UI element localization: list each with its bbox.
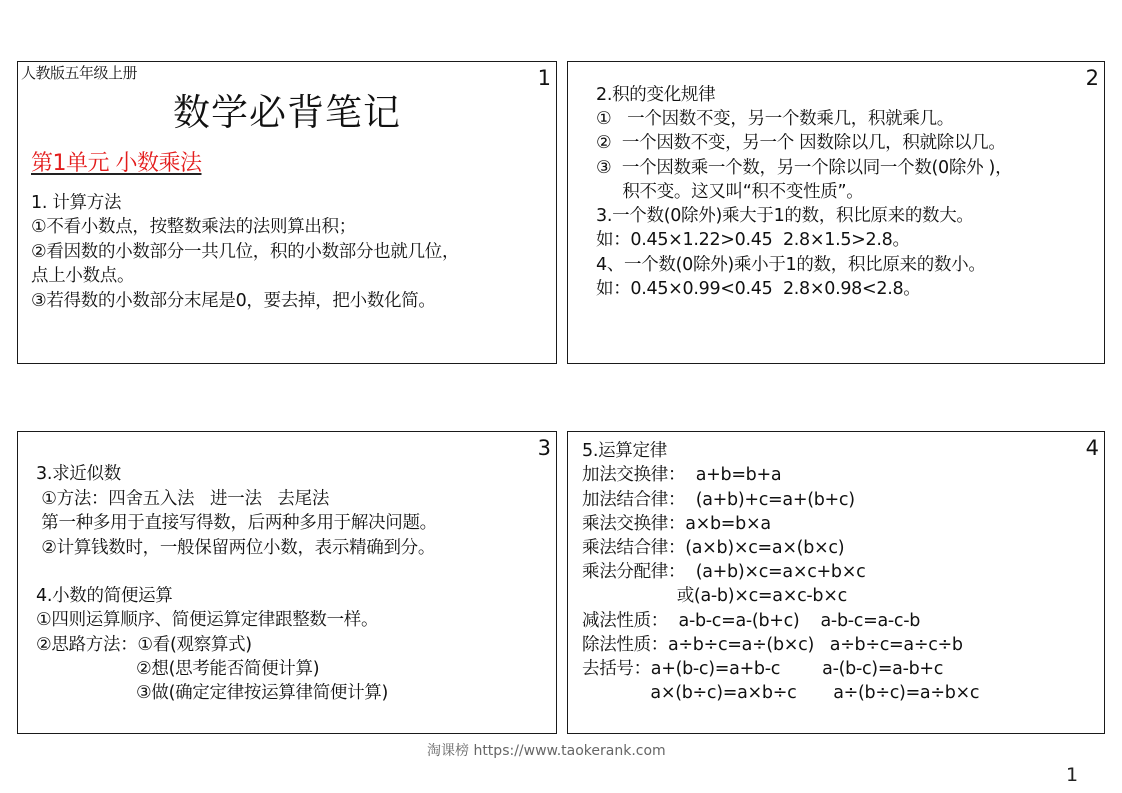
- note-line: ② 一个因数不变，另一个 因数除以几，积就除以几。: [596, 133, 1006, 153]
- note-line: ③ 一个因数乘一个数，另一个除以同一个数(0除外 )，: [596, 158, 1013, 178]
- law-line: a×(b÷c)=a×b÷c a÷(b÷c)=a÷b×c: [582, 683, 980, 703]
- edition-label: 人教版五年级上册: [21, 64, 138, 82]
- law-line: 减法性质： a-b-c=a-(b+c) a-b-c=a-c-b: [582, 611, 921, 631]
- panel-page-number: 1: [537, 66, 551, 90]
- note-line: ②看因数的小数部分一共几位，积的小数部分也就几位，: [31, 242, 460, 262]
- law-line: 除法性质：a÷b÷c=a÷(b×c) a÷b÷c=a÷c÷b: [582, 635, 963, 655]
- unit-heading: 第1单元 小数乘法: [31, 151, 202, 176]
- law-line: 加法交换律： a+b=b+a: [582, 465, 782, 485]
- section-heading: 4.小数的简便运算: [36, 586, 173, 606]
- panel-page-number: 4: [1085, 436, 1099, 460]
- section-heading: 2.积的变化规律: [596, 85, 716, 105]
- note-line: ③做(确定定律按运算律简便计算): [36, 683, 389, 703]
- law-line: 或(a-b)×c=a×c-b×c: [582, 586, 847, 606]
- note-line: 第一种多用于直接写得数，后两种多用于解决问题。: [36, 513, 437, 533]
- note-line: ①方法：四舍五入法 进一法 去尾法: [36, 489, 330, 509]
- law-line: 加法结合律： (a+b)+c=a+(b+c): [582, 490, 855, 510]
- watermark-link[interactable]: 淘课榜 https://www.taokerank.com: [427, 743, 666, 759]
- note-panel-2: [567, 61, 1105, 364]
- law-line: 去括号：a+(b-c)=a+b-c a-(b-c)=a-b+c: [582, 659, 944, 679]
- law-line: 乘法交换律：a×b=b×a: [582, 514, 771, 534]
- note-line: ②思路方法：①看(观察算式): [36, 635, 252, 655]
- note-line: ②计算钱数时，一般保留两位小数，表示精确到分。: [36, 538, 436, 558]
- note-line: ① 一个因数不变，另一个数乘几，积就乘几。: [596, 109, 954, 129]
- law-line: 乘法分配律： (a+b)×c=a×c+b×c: [582, 562, 866, 582]
- note-line: ①四则运算顺序、简便运算定律跟整数一样。: [36, 610, 379, 630]
- section-heading: 5.运算定律: [582, 441, 667, 461]
- example-line: 如：0.45×0.99<0.45 2.8×0.98<2.8。: [596, 279, 921, 299]
- example-line: 如：0.45×1.22>0.45 2.8×1.5>2.8。: [596, 230, 910, 250]
- law-line: 乘法结合律：(a×b)×c=a×(b×c): [582, 538, 845, 558]
- note-line: ③若得数的小数部分末尾是0，要去掉，把小数化简。: [31, 291, 436, 311]
- section-heading: 4、一个数(0除外)乘小于1的数，积比原来的数小。: [596, 255, 986, 275]
- note-panel-3: [17, 431, 557, 734]
- section-heading: 3.求近似数: [36, 464, 121, 484]
- note-panel-1: [17, 61, 557, 364]
- note-line: 点上小数点。: [31, 266, 135, 286]
- note-line: ①不看小数点，按整数乘法的法则算出积；: [31, 217, 356, 237]
- note-panel-4: [567, 431, 1105, 734]
- section-heading: 3.一个数(0除外)乘大于1的数，积比原来的数大。: [596, 206, 974, 226]
- sheet-page-number: 1: [1066, 764, 1079, 786]
- section-heading: 1. 计算方法: [31, 193, 122, 213]
- note-line: ②想(思考能否简便计算): [36, 659, 320, 679]
- panel-page-number: 2: [1085, 66, 1099, 90]
- document-title: 数学必背笔记: [173, 91, 401, 134]
- panel-page-number: 3: [537, 436, 551, 460]
- note-line: 积不变。这又叫“积不变性质”。: [596, 182, 864, 202]
